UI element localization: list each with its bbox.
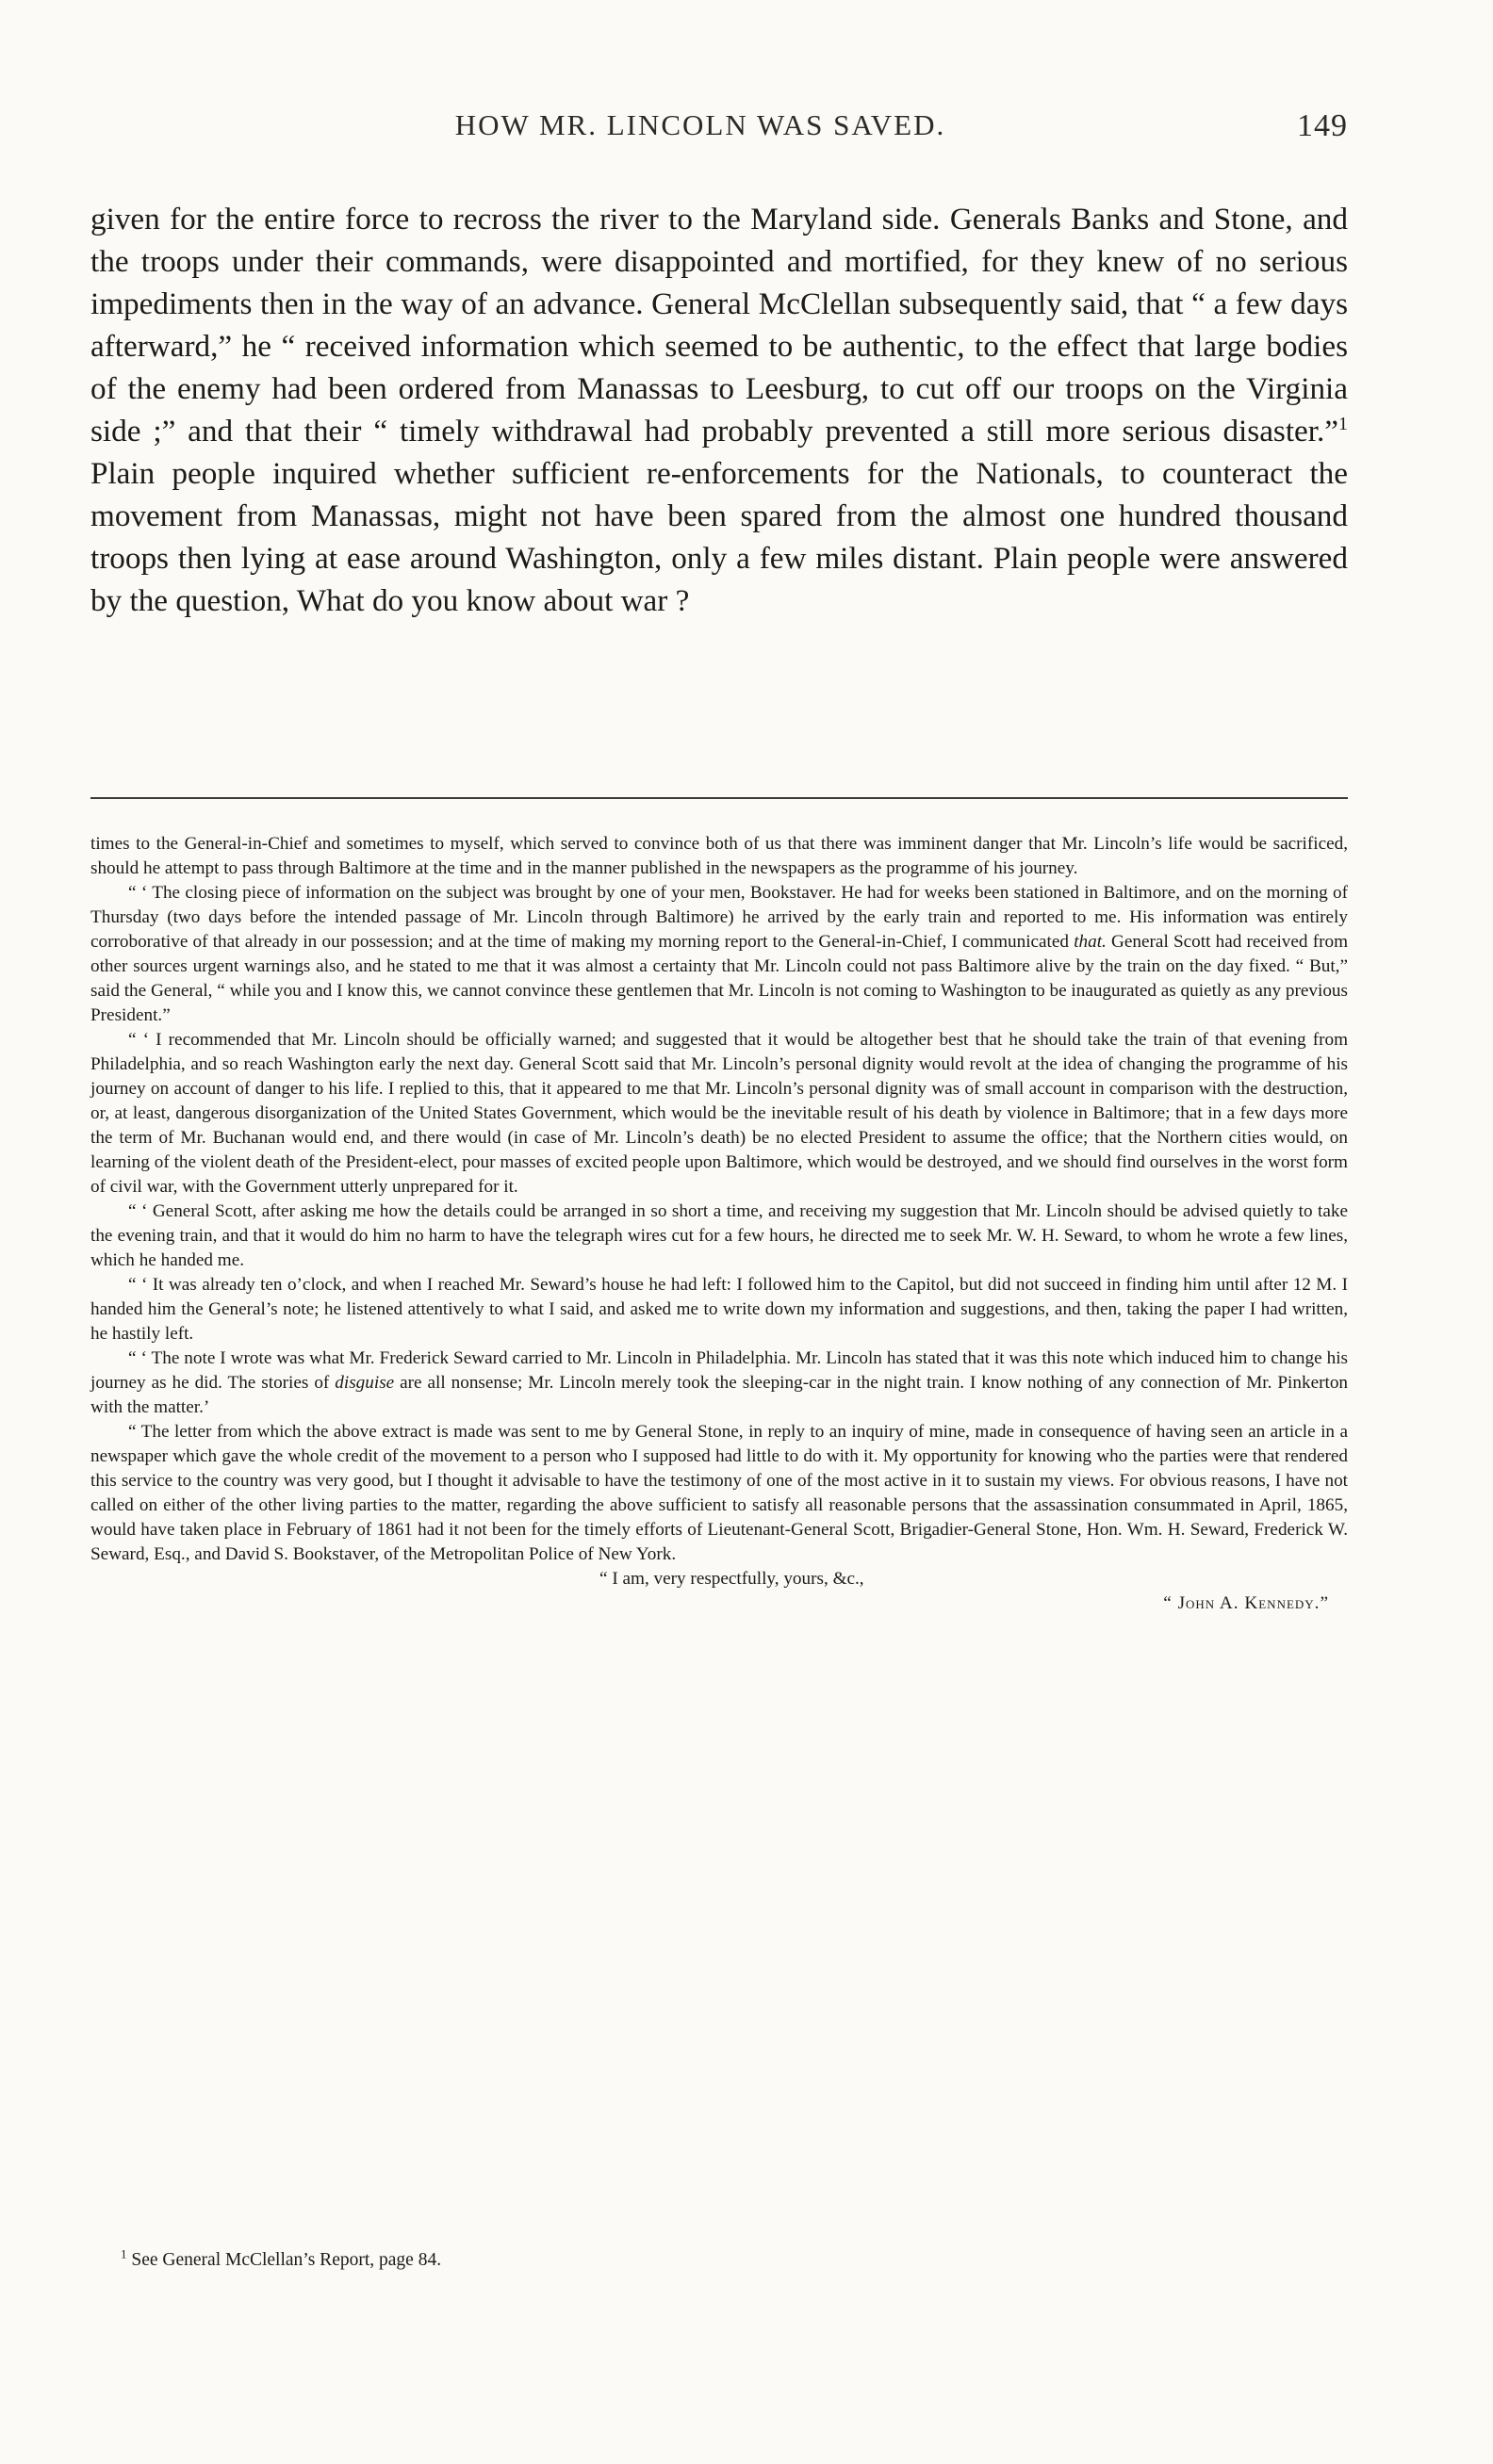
note-emphasis: that. [1074, 932, 1107, 952]
note-paragraph: “ The letter from which the above extract is made was sent to me by General Stone, in reply to an inquiry of mine, made in consequence of having seen an article in a newspaper which gave the whole credit of the movement to a person who I supposed had little to do with it. My opportunity for knowing who the parties were that rendered this service to the country was very good, but I thought it advisable to have the testimony of one of the most active in it to sustain my views. For obvious reasons, I have not called on either of the other living parties to the matter, regarding the above sufficient to satisfy all reasonable persons that the assassination consummated in April, 1865, would have taken place in February of 1861 had it not been for the timely efforts of Lieutenant-General Scott, Brigadier-General Stone, Hon. Wm. H. Seward, Frederick W. Seward, Esq., and David S. Bookstaver, of the Metropolitan Police of New York. [90, 1422, 1348, 1564]
note-paragraph: “ ‘ I recommended that Mr. Lincoln should be officially warned; and suggested that it would be altogether best that he should take the train of that evening from Philadelphia, and so reach Washington early the next day. General Scott said that Mr. Lincoln’s personal dignity would revolt at the idea of changing the programme of his journey on account of danger to his life. I replied to this, that it appeared to me that Mr. Lincoln’s personal dignity was of small account in comparison with the destruction, or, at least, dangerous disorganization of the United States Government, which would be the inevitable result of his death by violence in Baltimore; that in a few days more the term of Mr. Buchanan would end, and there would (in case of Mr. Lincoln’s death) be no elected President to assume the office; that the Northern cities would, on learning of the violent death of the President-elect, pour masses of excited people upon Baltimore, which would be destroyed, and we should find ourselves in the worst form of civil war, with the Government utterly unprepared for it. [90, 1030, 1348, 1197]
notes-block [90, 832, 1348, 1616]
note-paragraph [90, 1346, 1348, 1420]
footnote-marker: 1 [121, 2246, 127, 2261]
note-paragraph [90, 881, 1348, 1028]
main-paragraph [90, 198, 1348, 622]
letter-signature: “ John A. Kennedy.” [1163, 1593, 1329, 1613]
footnote-text: See General McClellan’s Report, page 84. [126, 2250, 442, 2270]
notes-divider [90, 797, 1348, 799]
note-text: “ ‘ The note I wrote was what Mr. Frederick Seward carried to Mr. Lincoln in Philadelphia. Mr. Lincoln has stated that it was this note which induced him to change his journey as he did. The stories of [90, 1348, 1348, 1393]
note-paragraph: “ ‘ General Scott, after asking me how the details could be arranged in so short a time, and receiving my suggestion that Mr. Lincoln should be advised quietly to take the evening train, and that it would do him no harm to have the telegraph wires cut for a few hours, he directed me to seek Mr. W. H. Seward, to whom he wrote a few lines, which he handed me. [90, 1201, 1348, 1270]
footnote-reference: 1 [1338, 413, 1348, 434]
note-text: General Scott had received from other sources urgent warnings also, and he stated to me that it was almost a certainty that Mr. Lincoln could not pass Baltimore alive by the train on the day fixed. “ But,” said the General, “ while you and I know this, we cannot convince these gentlemen that Mr. Lincoln is not coming to Washington to be inaugurated as quietly as any previous President.” [90, 932, 1348, 1025]
main-paragraph-text: given for the entire force to recross the river to the Maryland side. Generals Banks and Stone, and the troops under their commands, were disappointed and mortified, for they knew of no serious impediments then in the way of an advance. General McClellan subsequently said, that “ a few days afterward,” he “ received information which seemed to be authentic, to the effect that large bodies of the enemy had been ordered from Manassas to Leesburg, to cut off our troops on the Virginia side ;” and that their “ timely withdrawal had probably prevented a still more serious disaster.” [90, 202, 1348, 449]
footnote [121, 2248, 1346, 2273]
page-number: 149 [1297, 108, 1348, 143]
note-paragraph: “ ‘ It was already ten o’clock, and when I reached Mr. Seward’s house he had left: I followed him to the Capitol, but did not succeed in finding him until after 12 M. I handed him the General’s note; he listened attentively to what I said, and asked me to write down my information and suggestions, and then, taking the paper I had written, he hastily left. [90, 1275, 1348, 1344]
main-paragraph-tail: Plain people inquired whether sufficient re-enforcements for the Nationals, to counteract the movement from Manassas, might not have been spared from the almost one hundred thousand troops then lying at ease around Washington, only a few miles distant. Plain people were answered by the question, What do you know about war ? [90, 456, 1348, 618]
note-text: are all nonsense; Mr. Lincoln merely took the sleeping-car in the night train. I know nothing of any connection of Mr. Pinkerton with the matter.’ [90, 1373, 1349, 1417]
running-head-title: HOW MR. LINCOLN WAS SAVED. [454, 108, 946, 141]
note-paragraph: times to the General-in-Chief and sometimes to myself, which served to convince both of us that there was imminent danger that Mr. Lincoln’s life would be sacrificed, should he attempt to pass through Baltimore at the time and in the manner published in the newspapers as the programme of his journey. [90, 834, 1348, 878]
letter-sign-off: “ I am, very respectfully, yours, &c., [599, 1569, 864, 1589]
running-head [90, 99, 1348, 148]
note-emphasis: disguise [335, 1373, 395, 1393]
main-text [90, 198, 1348, 622]
note-text: “ ‘ The closing piece of information on the subject was brought by one of your men, Bookstaver. He had for weeks been stationed in Baltimore, and on the morning of Thursday (two days before the intended passage of Mr. Lincoln through Baltimore) he arrived by the early train and reported to me. His information was entirely corroborative of that already in our possession; and at the time of making my morning report to the General-in-Chief, I communicated [90, 883, 1348, 952]
